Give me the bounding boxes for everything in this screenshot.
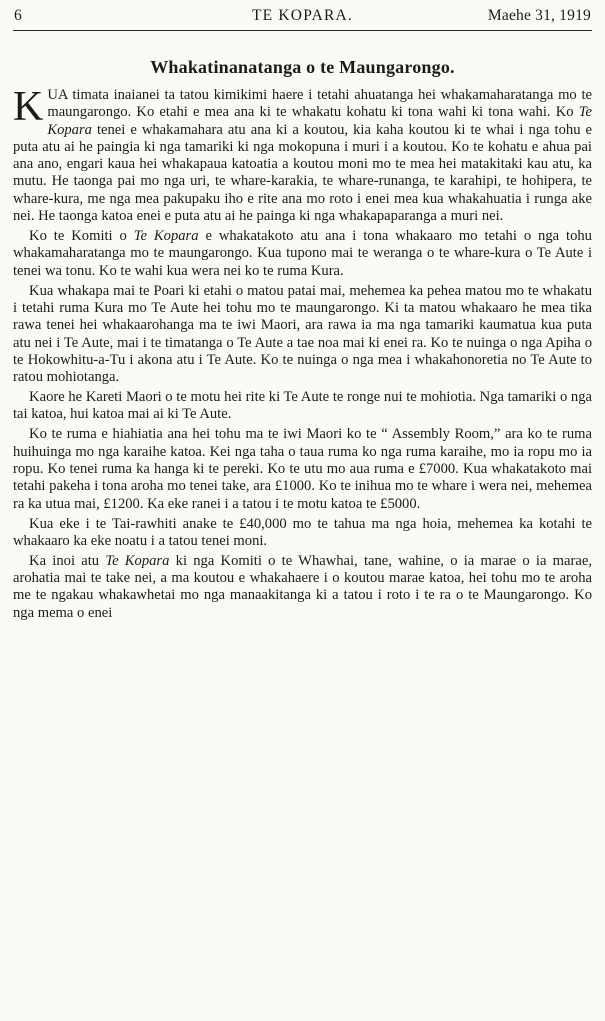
paragraph-1-italic: Te Kopara: [47, 104, 592, 138]
page-header: [13, 6, 592, 28]
issue-date: Maehe 31, 1919: [487, 7, 591, 24]
masthead-title: TE KOPARA.: [252, 7, 353, 24]
article-body: [13, 84, 592, 622]
page-number: 6: [14, 7, 22, 24]
paragraph-7-text-c: ki nga Komiti o te Whawhai, tane, wahine, o ia marae o ia marae, arohatia mai te take nei, a ma koutou e whakahaere i o koutou marae katoa, hei tohu mo te aroha me te ngakau whakawhetai mo nga manaakitanga ki a tatou i roto i te ra o te Maungarongo. Ko nga mema o enei: [13, 552, 592, 621]
paragraph-6: Kua eke i te Tai-rawhiti anake te £40,000 mo te tahua ma nga hoia, mehemea ka kotahi te whakaaro ka eke noatu i a tatou tenei moni.: [13, 515, 592, 549]
paragraph-4: Kaore he Kareti Maori o te motu hei rite ki Te Aute te ronge nui te mohiotia. Nga tamariki o nga tai katoa, hui katoa mai ai ki Te Aute.: [13, 389, 592, 423]
header-rule: [13, 30, 592, 31]
paragraph-1: [13, 84, 592, 225]
paragraph-5: Ko te ruma e hiahiatia ana hei tohu ma te iwi Maori ko te “ Assembly Room,” ara ko te ruma huihuinga mo nga karaihe katoa. Kei nga taha o taua ruma ko nga ruma karaihe, mo ia ropu mo ia ropu. Ko tenei ruma ka hanga ki te pereki. Ko te utu mo aua ruma e £7000. Kua whakatakoto mai tetahi pakeha i tona aroha mo tenei take, ara £1000. Ko te inihua mo te whare i wera nei, mehemea ra ka utua mai, £1200. Ka eke ranei i a tatou i te motu katoa te £5000.: [13, 426, 592, 512]
paragraph-7-text-a: Ka inoi atu: [29, 552, 106, 569]
paragraph-3: Kua whakapa mai te Poari ki etahi o matou patai mai, mehemea ka pehea matou mo te whakatu i tetahi ruma Kura mo Te Aute hei tohu mo te maungarongo. Ki ta matou whakaaro he mea tika rawa tenei hei whakaarohanga ma te iwi Maori, ara rawa ia ma nga tamariki kaumatua kua puta atu nei i Te Aute, mai i te timatanga o Te Aute a tae noa mai ki enei ra. Ko te nuinga o nga Apiha o te Hokowhitu-a-Tu i akona atu i Te Aute. Ko te nuinga o nga mea i whakahonoretia no Te Aute to ratou mohiotanga.: [13, 282, 592, 386]
paragraph-2-text-a: Ko te Komiti o: [29, 228, 134, 245]
article-title: Whakatinanatanga o te Maungarongo.: [150, 57, 455, 77]
paragraph-2-text-c: e whakatakoto atu ana i tona whakaaro mo tetahi o nga tohu whakamaharatanga mo te maungarongo. Kua tupono mai te weranga o te whare-kura o Te Aute i tenei wa tonu. Ko te wahi kua wera nei ko te ruma Kura.: [13, 228, 592, 279]
drop-cap: K: [13, 84, 44, 130]
paragraph-2: [13, 228, 592, 280]
paragraph-1-text-a: UA timata inaianei ta tatou kimikimi haere i tetahi ahuatanga hei whakamaharatanga mo te maungarongo. Ko etahi e mea ana ki te whakatu kohatu ki tona wahi ki tona wahi. Ko: [47, 87, 592, 121]
paragraph-2-italic: Te Kopara: [133, 228, 199, 245]
paragraph-1-text-c: tenei e whakamahara atu ana ki a koutou, kia kaha koutou ki te whai i nga tohu e puta atu ai he paingia ki nga tamariki ki nga mokopuna i muri i a koutou. Ko te kohatu e ahua pai ana ano, engari kaua hei whakapaua katoatia a koutou moni mo te mea hei matakitaki kau atu, ka mutu. He taonga pai mo nga uri, te whare-karakia, te whare-runanga, te karahipi, te hohipera, te whare-kura, me nga mea pakupaku iho e rite ana mo roto i enei mea kua whakahuatia i runga ake nei. He taonga katoa enei e puta atu ai he painga ki nga whakapaparanga a muri nei.: [13, 121, 592, 225]
paragraph-7-italic: Te Kopara: [105, 552, 170, 569]
paragraph-7: [13, 553, 592, 622]
